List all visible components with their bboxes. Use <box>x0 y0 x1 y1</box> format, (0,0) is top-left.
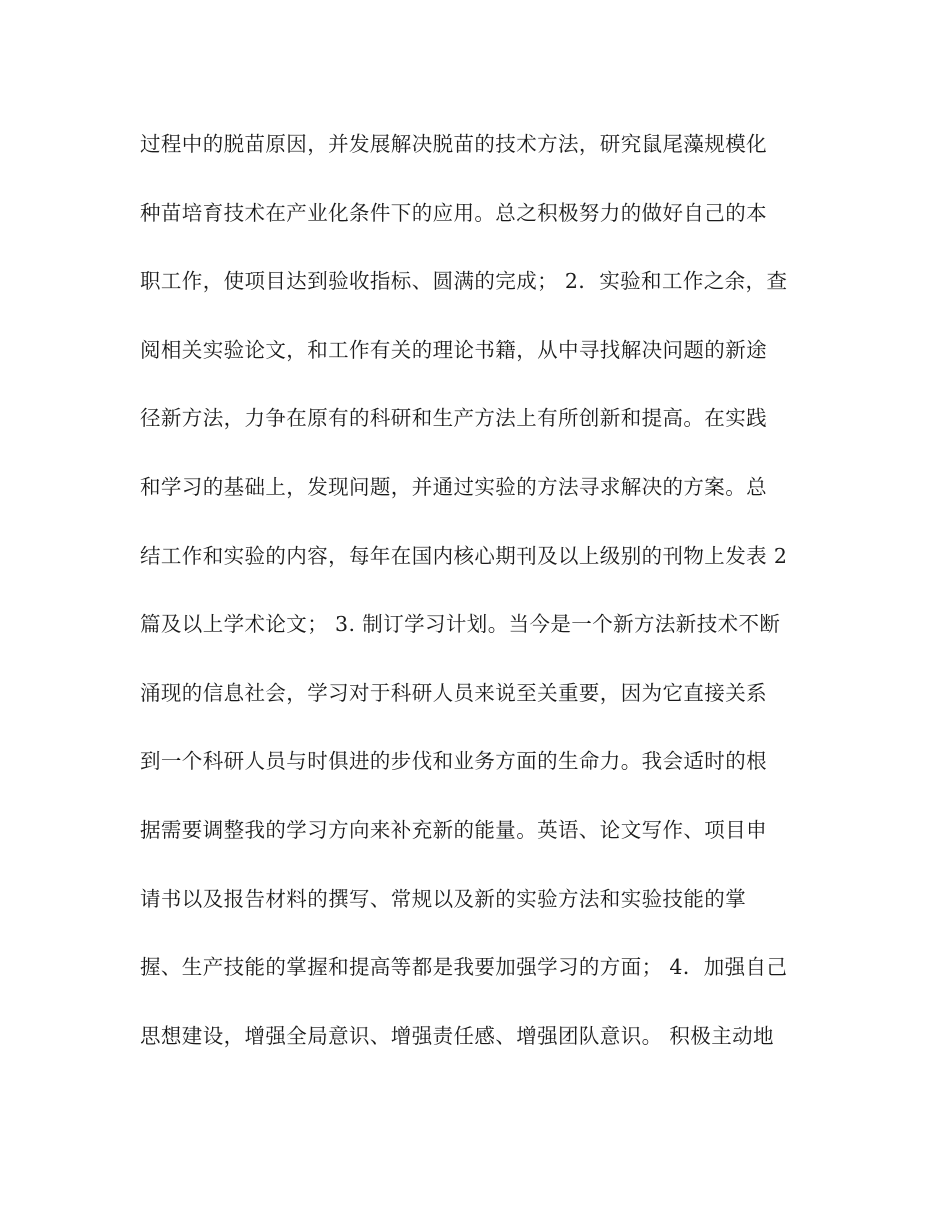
text-line: 请书以及报告材料的撰写、常规以及新的实验方法和实验技能的掌 <box>140 886 747 911</box>
text-line: 思想建设，增强全局意识、增强责任感、增强团队意识。 积极主动地 <box>140 1023 774 1048</box>
text-line: 过程中的脱苗原因，并发展解决脱苗的技术方法，研究鼠尾藻规模化 <box>140 132 767 156</box>
text-line: 职工作，使项目达到验收指标、圆满的完成； 2．实验和工作之余，查 <box>140 269 788 294</box>
text-line: 种苗培育技术在产业化条件下的应用。总之积极努力的做好自己的本 <box>140 200 767 225</box>
body-text <box>140 124 820 1084</box>
text-line: 到一个科研人员与时俱进的步伐和业务方面的生命力。我会适时的根 <box>140 749 767 774</box>
text-line: 握、生产技能的掌握和提高等都是我要加强学习的方面； 4．加强自己 <box>140 955 788 980</box>
text-line: 据需要调整我的学习方向来补充新的能量。英语、论文写作、项目申 <box>140 817 767 842</box>
text-line: 阅相关实验论文，和工作有关的理论书籍，从中寻找解决问题的新途 <box>140 337 767 362</box>
text-line: 篇及以上学术论文； 3. 制订学习计划。当今是一个新方法新技术不断 <box>140 612 781 637</box>
text-line: 径新方法，力争在原有的科研和生产方法上有所创新和提高。在实践 <box>140 406 767 431</box>
text-line: 结工作和实验的内容，每年在国内核心期刊及以上级别的刊物上发表 2 <box>140 543 788 568</box>
text-line: 和学习的基础上，发现问题，并通过实验的方法寻求解决的方案。总 <box>140 474 767 499</box>
text-line: 涌现的信息社会，学习对于科研人员来说至关重要，因为它直接关系 <box>140 680 767 705</box>
